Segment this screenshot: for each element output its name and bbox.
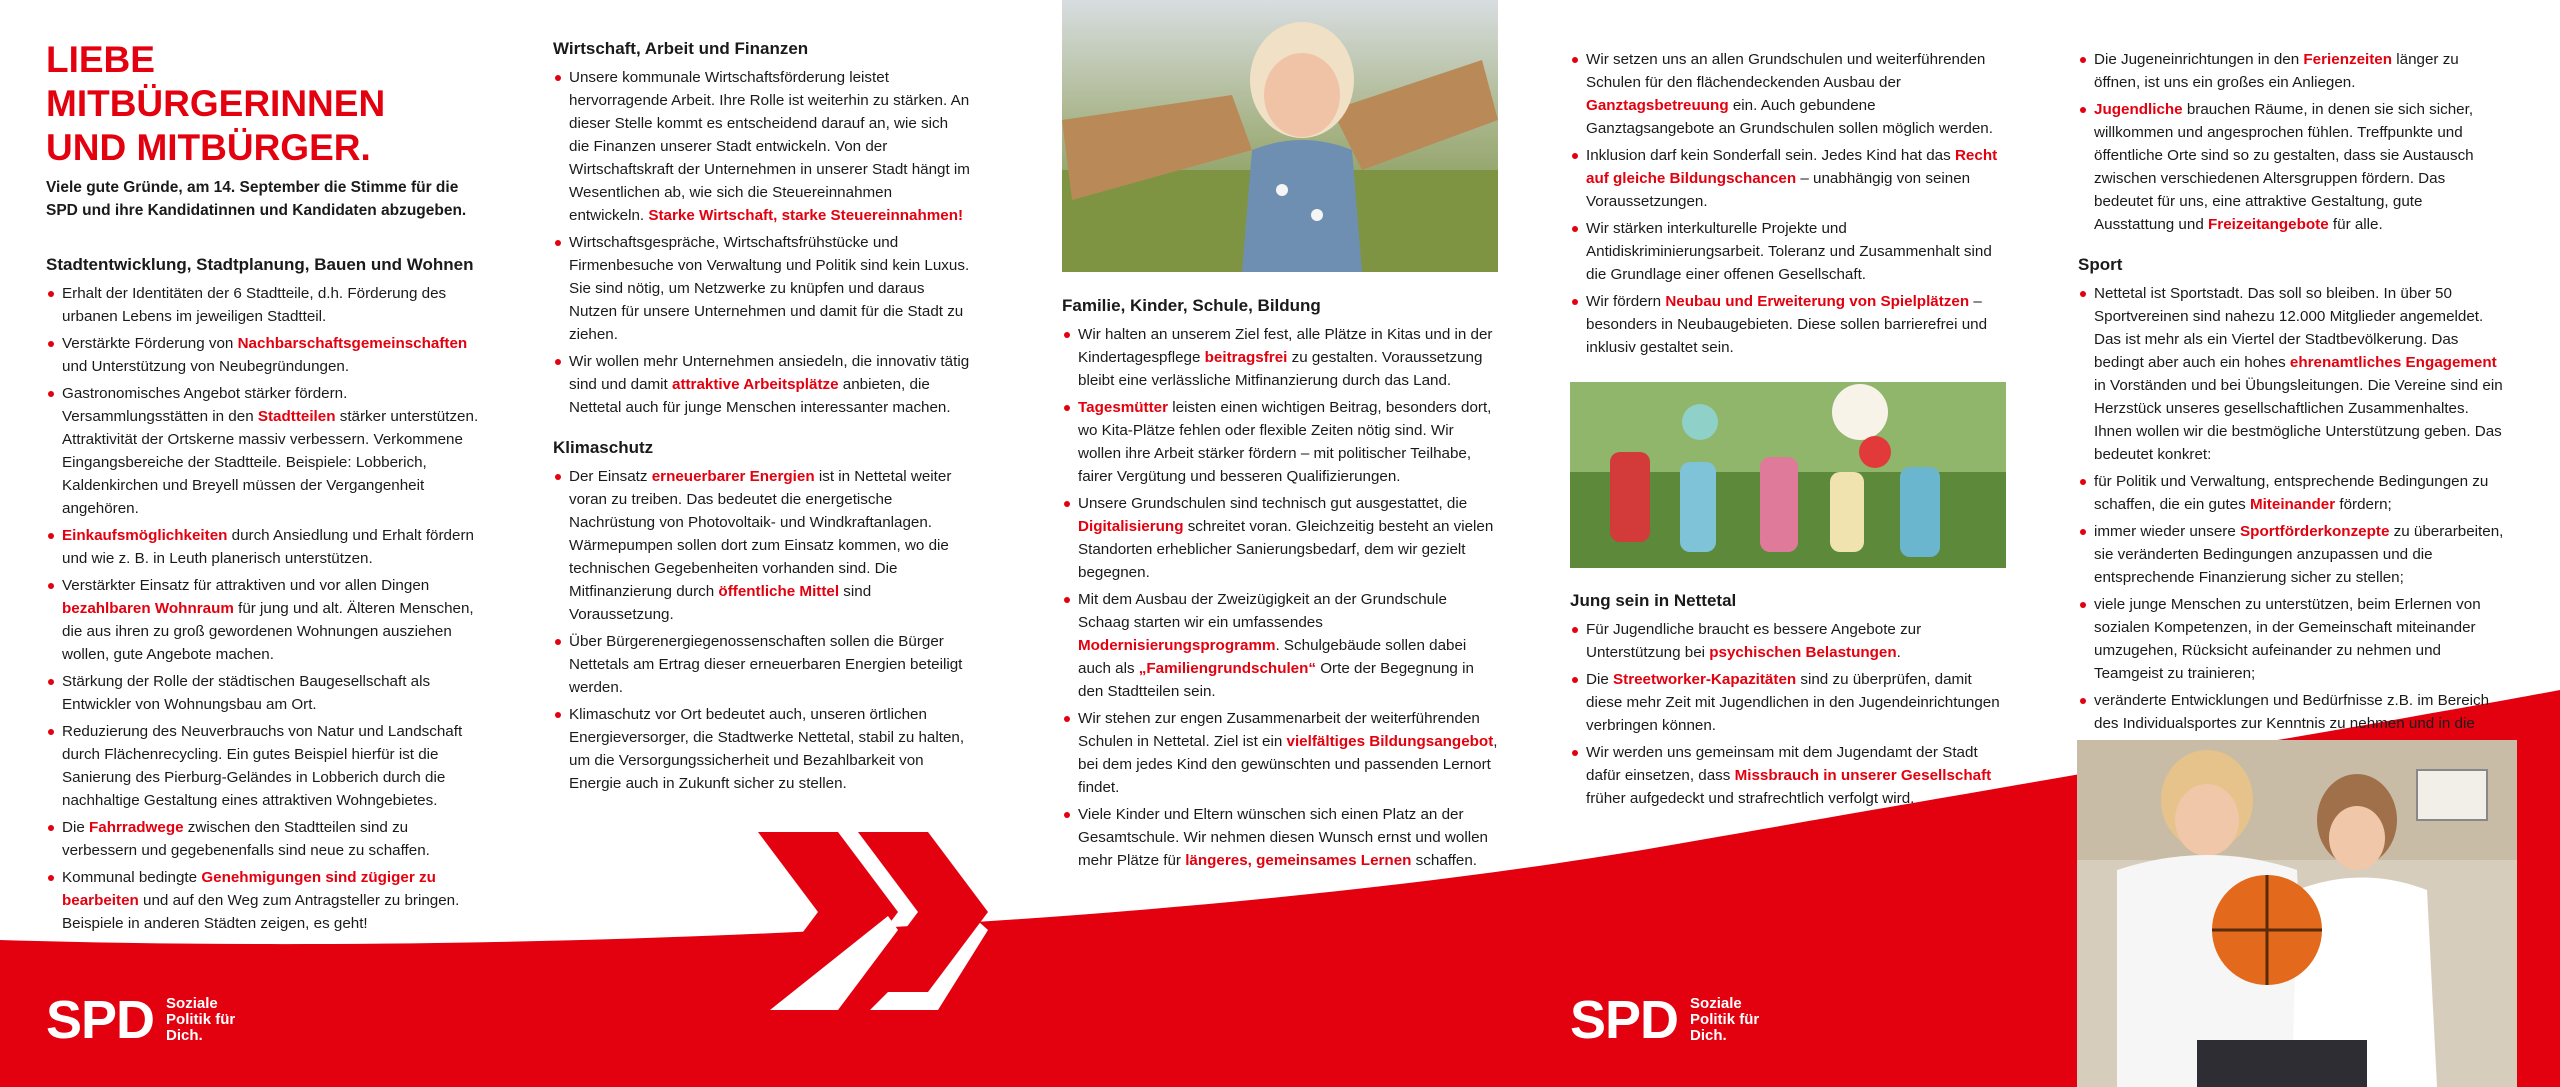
text-segment: – besonders in Neubaugebieten. Diese sollen barrierefrei und inklusiv gestaltet sein. (1586, 293, 1988, 356)
text-segment: stärker unterstützen. Attraktivität der Ortskerne massiv verbessern. Verkommene Eingangsbereiche der Stadtteile. Beispiele: Lobberich, Kaldenkirchen und Breyell müssen der Vergangenheit angehören. (62, 408, 479, 517)
spd-wordmark: SPD (1570, 990, 1679, 1050)
highlight-text: Modernisierungsprogramm (1078, 637, 1276, 654)
text-segment: Klimaschutz vor Ort bedeutet auch, unseren örtlichen Energieversorger, die Stadtwerke Nettetal, stabil zu halten, um die Versorgungssicherheit und Bezahlbarkeit von Energie auch in Zukunft sicher zu stellen. (569, 706, 965, 792)
list-sport (2078, 282, 2506, 758)
list-wirtschaft (553, 66, 971, 419)
spd-logo-right (1570, 990, 1760, 1050)
text-segment: Wir wollen mehr Unternehmen ansiedeln, die innovativ tätig sind und damit (569, 353, 970, 393)
text-segment: Wir stärken interkulturelle Projekte und Antidiskriminierungsarbeit. Toleranz und Zusammenhalt sind die Grundlage einer offenen Gesellschaft. (1586, 220, 1992, 283)
list-item (1062, 323, 1498, 392)
highlight-text: Recht auf gleiche Bildungschancen (1586, 147, 1998, 187)
highlight-text: Jugendliche (2094, 101, 2183, 118)
column-4-jung (1570, 590, 2000, 814)
highlight-text: Digitalisierung (1078, 518, 1184, 535)
text-segment: Erhalt der Identitäten der 6 Stadtteile, d.h. Förderung des urbanen Lebens im jeweiligen Stadtteil. (62, 285, 447, 325)
text-segment: Viele Kinder und Eltern wünschen sich einen Platz an der Gesamtschule. Wir nehmen diesen Wunsch ernst und wollen mehr Plätze für (1078, 806, 1488, 869)
list-stadt (46, 282, 484, 935)
spd-wordmark: SPD (46, 990, 155, 1050)
list-item (46, 670, 484, 716)
list-item (1570, 290, 2000, 359)
list-item (553, 231, 971, 346)
highlight-text: Einkaufsmöglichkeiten (62, 527, 228, 544)
text-segment: Wirtschaftsgespräche, Wirtschaftsfrühstücke und Firmenbesuche von Verwaltung und Politik sind kein Luxus. Sie sind nötig, um Netzwerke zu knüpfen und daraus Nutzen für unsere Unternehmen und damit für die Stadt zu ziehen. (569, 234, 970, 343)
list-item (1570, 618, 2000, 664)
text-segment: in Vorständen und bei Übungsleitungen. Die Vereine sind ein Herzstück unseres gesellschaftlichen Zusammenhaltes. Ihnen wollen wir die bestmögliche Unterstützung geben. Das bedeutet konkret: (2094, 377, 2503, 463)
highlight-text: Sportförderkonzepte (2240, 523, 2390, 540)
list-familie (1062, 323, 1498, 872)
text-segment: Reduzierung des Neuverbrauchs von Natur und Landschaft durch Flächenrecycling. Ein gutes Beispiel hierfür ist die Sanierung des Pierburg-Geländes in Lobberich durch die nachhaltige Gestaltung eines attraktiven Wohngebietes. (62, 723, 463, 809)
highlight-text: öffentliche Mittel (718, 583, 840, 600)
list-item (2078, 98, 2506, 236)
column-3 (1062, 295, 1498, 876)
text-segment: und auf den Weg zum Antragsteller zu bringen. Beispiele in anderen Städten zeigen, es geht! (62, 892, 460, 932)
text-segment: Die (1586, 671, 1614, 688)
highlight-text: Starke Wirtschaft, starke Steuereinnahmen! (648, 207, 964, 224)
list-item (1570, 217, 2000, 286)
list-jugend (2078, 48, 2506, 236)
spd-claim: Soziale Politik für Dich. (166, 995, 236, 1044)
column-5 (2078, 48, 2506, 762)
text-segment: und Unterstützung von Neubegründungen. (62, 358, 350, 375)
list-item (46, 816, 484, 862)
list-item (2078, 520, 2506, 589)
section-title-stadt: Stadtentwicklung, Stadtplanung, Bauen und Wohnen (46, 255, 474, 274)
highlight-text: psychischen Belastungen (1709, 644, 1897, 661)
text-segment: Wir fördern (1586, 293, 1666, 310)
text-segment: Unsere kommunale Wirtschaftsförderung leistet hervorragende Arbeit. Ihre Rolle ist weiterhin zu stärken. An dieser Stelle kommt es entscheidend darauf an, wie sich die Finanzen unserer Stadt entwickeln. Von der Wirtschaftskraft der Unternehmen in unserer Stadt hängt im Wesentlichen ab, wie sich die Steuereinnahmen entwickeln. (569, 69, 970, 224)
list-item (1062, 707, 1498, 799)
text-segment: Der Einsatz (569, 468, 652, 485)
highlight-text: „Familiengrundschulen“ (1138, 660, 1317, 677)
text-segment: zwischen den Stadtteilen sind zu verbessern und gegebenenfalls sind neue zu schaffen. (62, 819, 430, 859)
list-item (46, 574, 484, 666)
text-segment: ein. Auch gebundene Ganztagsangebote an Grundschulen sollen möglich werden. (1586, 97, 1993, 137)
highlight-text: ehrenamtliches Engagement (2289, 354, 2497, 371)
text-segment: Inklusion darf kein Sonderfall sein. Jedes Kind hat das (1586, 147, 1955, 164)
text-segment: , bei dem jedes Kind den gewünschten und passenden Lernort findet. (1078, 733, 1498, 796)
highlight-text: Fahrradwege (89, 819, 184, 836)
text-segment: Verstärkter Einsatz für attraktiven und vor allen Dingen (62, 577, 430, 594)
text-segment: . Schulgebäude sollen dabei auch als (1078, 637, 1467, 677)
text-segment: . (1896, 644, 1901, 661)
list-item (1062, 803, 1498, 872)
text-segment: brauchen Räume, in denen sie sich sicher, willkommen und angesprochen fühlen. Treffpunkte und öffentliche Orte sind so zu gestalten, dass sie Austausch zwischen verschiedenen Altersgruppen fördern. Das bedeutet für uns, eine attraktive Gestaltung, gute Ausstattung und (2094, 101, 2474, 233)
list-item (1570, 48, 2000, 140)
list-item (46, 382, 484, 520)
spd-claim: Soziale Politik für Dich. (1690, 995, 1760, 1044)
list-item (553, 630, 971, 699)
photo-child-wings (1062, 0, 1498, 272)
text-segment: Orte der Begegnung in den Stadtteilen sein. (1078, 660, 1474, 700)
highlight-text: Stadtteilen (257, 408, 336, 425)
highlight-text: erneuerbarer Energien (651, 468, 815, 485)
text-segment: für alle. (2328, 216, 2383, 233)
list-item (553, 703, 971, 795)
column-4 (1570, 48, 2000, 363)
text-segment: Wir halten an unserem Ziel fest, alle Plätze in Kitas und in der Kindertagespflege (1078, 326, 1493, 366)
list-item (1062, 588, 1498, 703)
text-segment: viele junge Menschen zu unterstützen, beim Erlernen von sozialen Kompetenzen, in der Gemeinschaft miteinander umzugehen, Rücksicht aufeinander zu nehmen und Teamgeist zu trainieren; (2094, 596, 2481, 682)
section-title-familie: Familie, Kinder, Schule, Bildung (1062, 296, 1321, 315)
highlight-text: Miteinander (2249, 496, 2336, 513)
text-segment: sind Voraussetzung. (569, 583, 872, 623)
intro-text: Viele gute Gründe, am 14. September die Stimme für die SPD und ihre Kandidatinnen und Kandidaten abzugeben. (46, 179, 467, 219)
list-item (46, 720, 484, 812)
text-segment: Wir setzen uns an allen Grundschulen und weiterführenden Schulen für den flächendeckenden Ausbau der (1586, 51, 1986, 91)
section-title-klima: Klimaschutz (553, 438, 654, 457)
text-segment: veränderte Entwicklungen und Bedürfnisse z.B. im Bereich des Individualsportes zur Kenntnis zu nehmen und in die (2094, 692, 2490, 732)
list-item (2078, 470, 2506, 516)
text-segment: immer wieder unsere (2094, 523, 2241, 540)
list-item (46, 332, 484, 378)
list-item (1062, 492, 1498, 584)
text-segment: Wir stehen zur engen Zusammenarbeit der weiterführenden Schulen in Nettetal. Ziel ist ein (1078, 710, 1480, 750)
list-item (1062, 396, 1498, 488)
highlight-text: Ganztagsbetreuung (1586, 97, 1729, 114)
list-item (46, 524, 484, 570)
highlight-text: längeres, gemeinsames Lernen (1185, 852, 1412, 869)
text-segment: schreitet voran. Gleichzeitig besteht an vielen Standorten erheblicher Sanierungsbedarf, dem wir gezielt begegnen. (1078, 518, 1494, 581)
text-segment: länger zu öffnen, ist uns ein großes ein Anliegen. (2094, 51, 2459, 91)
text-segment: für jung und alt. Älteren Menschen, die aus ihren zu groß gewordenen Wohnungen ausziehen wollen, gute Angebote machen. (62, 600, 474, 663)
text-segment: durch Ansiedlung und Erhalt fördern und wie z. B. in Leuth planerisch unterstützen. (62, 527, 474, 567)
list-item (553, 465, 971, 626)
section-title-sport: Sport (2078, 255, 2123, 274)
text-segment: Die Jugeneinrichtungen in den (2094, 51, 2304, 68)
text-segment: zu überarbeiten, sie veränderten Bedingungen anzupassen und die entsprechende Finanzierung sicher zu stellen; (2094, 523, 2504, 586)
text-segment: schaffen. (1411, 852, 1478, 869)
text-segment: Stärkung der Rolle der städtischen Baugesellschaft als Entwickler von Wohnungsbau am Ort. (62, 673, 431, 713)
highlight-text: Missbrauch in unserer Gesellschaft (1734, 767, 1992, 784)
text-segment: leisten einen wichtigen Beitrag, besonders dort, wo Kita-Plätze fehlen oder flexible Zeiten nötig sind. Wir wollen ihre Arbeit stärker fördern – mit politischer Teilhabe, fairer Vergütung und besseren Qualifizierungen. (1078, 399, 1492, 485)
list-item (46, 282, 484, 328)
text-segment: fördern; (2335, 496, 2392, 513)
section-title-wirtschaft: Wirtschaft, Arbeit und Finanzen (553, 39, 809, 58)
text-segment: ist in Nettetal weiter voran zu treiben. Das bedeutet die energetische Nachrüstung von Photovoltaik- und Windkraftanlagen. Wärmepumpen sollen dort zum Einsatz kommen, wo die technischen Gegebenheiten vorhanden sind. Die Mitfinanzierung durch (569, 468, 952, 600)
text-segment: früher aufgedeckt und strafrechtlich verfolgt wird. (1586, 790, 1915, 807)
list-item (46, 866, 484, 935)
list-item (553, 66, 971, 227)
highlight-text: Freizeitangebote (2208, 216, 2329, 233)
highlight-text: Tagesmütter (1078, 399, 1169, 416)
list-jung (1570, 618, 2000, 810)
text-segment: Die (62, 819, 90, 836)
text-segment: Für Jugendliche braucht es bessere Angebote zur Unterstützung bei (1586, 621, 1922, 661)
text-segment: Über Bürgerenergiegenossenschaften sollen die Bürger Nettetals am Ertrag dieser erneuerbaren Energien beteiligt werden. (569, 633, 963, 696)
list-item (2078, 593, 2506, 685)
text-segment: – unabhängig von seinen Voraussetzungen. (1586, 170, 1971, 210)
list-item (1570, 741, 2000, 810)
text-segment: Kommunal bedingte (62, 869, 202, 886)
text-segment: Nettetal ist Sportstadt. Das soll so bleiben. In über 50 Sportvereinen sind nahezu 12.000 Mitglieder angemeldet. Das ist mehr als ein Viertel der Stadtbevölkerung. Das bedingt aber auch ein hohes (2094, 285, 2484, 371)
highlight-text: vielfältiges Bildungsangebot (1286, 733, 1494, 750)
list-klima (553, 465, 971, 795)
column-2 (553, 38, 971, 799)
list-item (1570, 144, 2000, 213)
text-segment: Wir werden uns gemeinsam mit dem Jugendamt der Stadt dafür einsetzen, dass (1586, 744, 1978, 784)
text-segment: Verstärkte Förderung von (62, 335, 238, 352)
highlight-text: Genehmigungen sind zügiger zu bearbeiten (62, 869, 436, 909)
list-item (1570, 668, 2000, 737)
text-segment: zu gestalten. Voraussetzung bleibt eine verlässliche Mitfinanzierung durch das Land. (1078, 349, 1483, 389)
highlight-text: bezahlbaren Wohnraum (62, 600, 234, 617)
highlight-text: Streetworker-Kapazitäten (1613, 671, 1797, 688)
headline: LIEBE MITBÜRGERINNEN UND MITBÜRGER. (46, 39, 386, 168)
spd-logo-left (46, 990, 236, 1050)
text-segment: anbieten, die Nettetal auch für junge Menschen interessanter machen. (569, 376, 951, 416)
photo-girls-basketball (2077, 740, 2517, 1087)
highlight-text: Neubau und Erweiterung von Spielplätzen (1665, 293, 1970, 310)
highlight-text: Nachbarschaftsgemeinschaften (237, 335, 468, 352)
text-segment: für Politik und Verwaltung, entsprechende Bedingungen zu schaffen, die ein gutes (2094, 473, 2489, 513)
list-item (553, 350, 971, 419)
photo-children-balloons (1570, 382, 2006, 568)
column-1 (46, 38, 484, 939)
text-segment: sind zu überprüfen, damit diese mehr Zeit mit Jugendlichen in den Jugendeinrichtungen verbringen können. (1586, 671, 2000, 734)
list-item (2078, 282, 2506, 466)
section-title-jung: Jung sein in Nettetal (1570, 591, 1737, 610)
text-segment: Mit dem Ausbau der Zweizügigkeit an der Grundschule Schaag starten wir ein umfassendes (1078, 591, 1447, 631)
highlight-text: attraktive Arbeitsplätze (672, 376, 839, 393)
list-item (2078, 48, 2506, 94)
text-segment: Unsere Grundschulen sind technisch gut ausgestattet, die (1078, 495, 1468, 512)
highlight-text: beitragsfrei (1204, 349, 1288, 366)
list-schulen (1570, 48, 2000, 359)
text-segment: Gastronomisches Angebot stärker fördern. Versammlungsstätten in den (62, 385, 348, 425)
highlight-text: Ferienzeiten (2303, 51, 2393, 68)
